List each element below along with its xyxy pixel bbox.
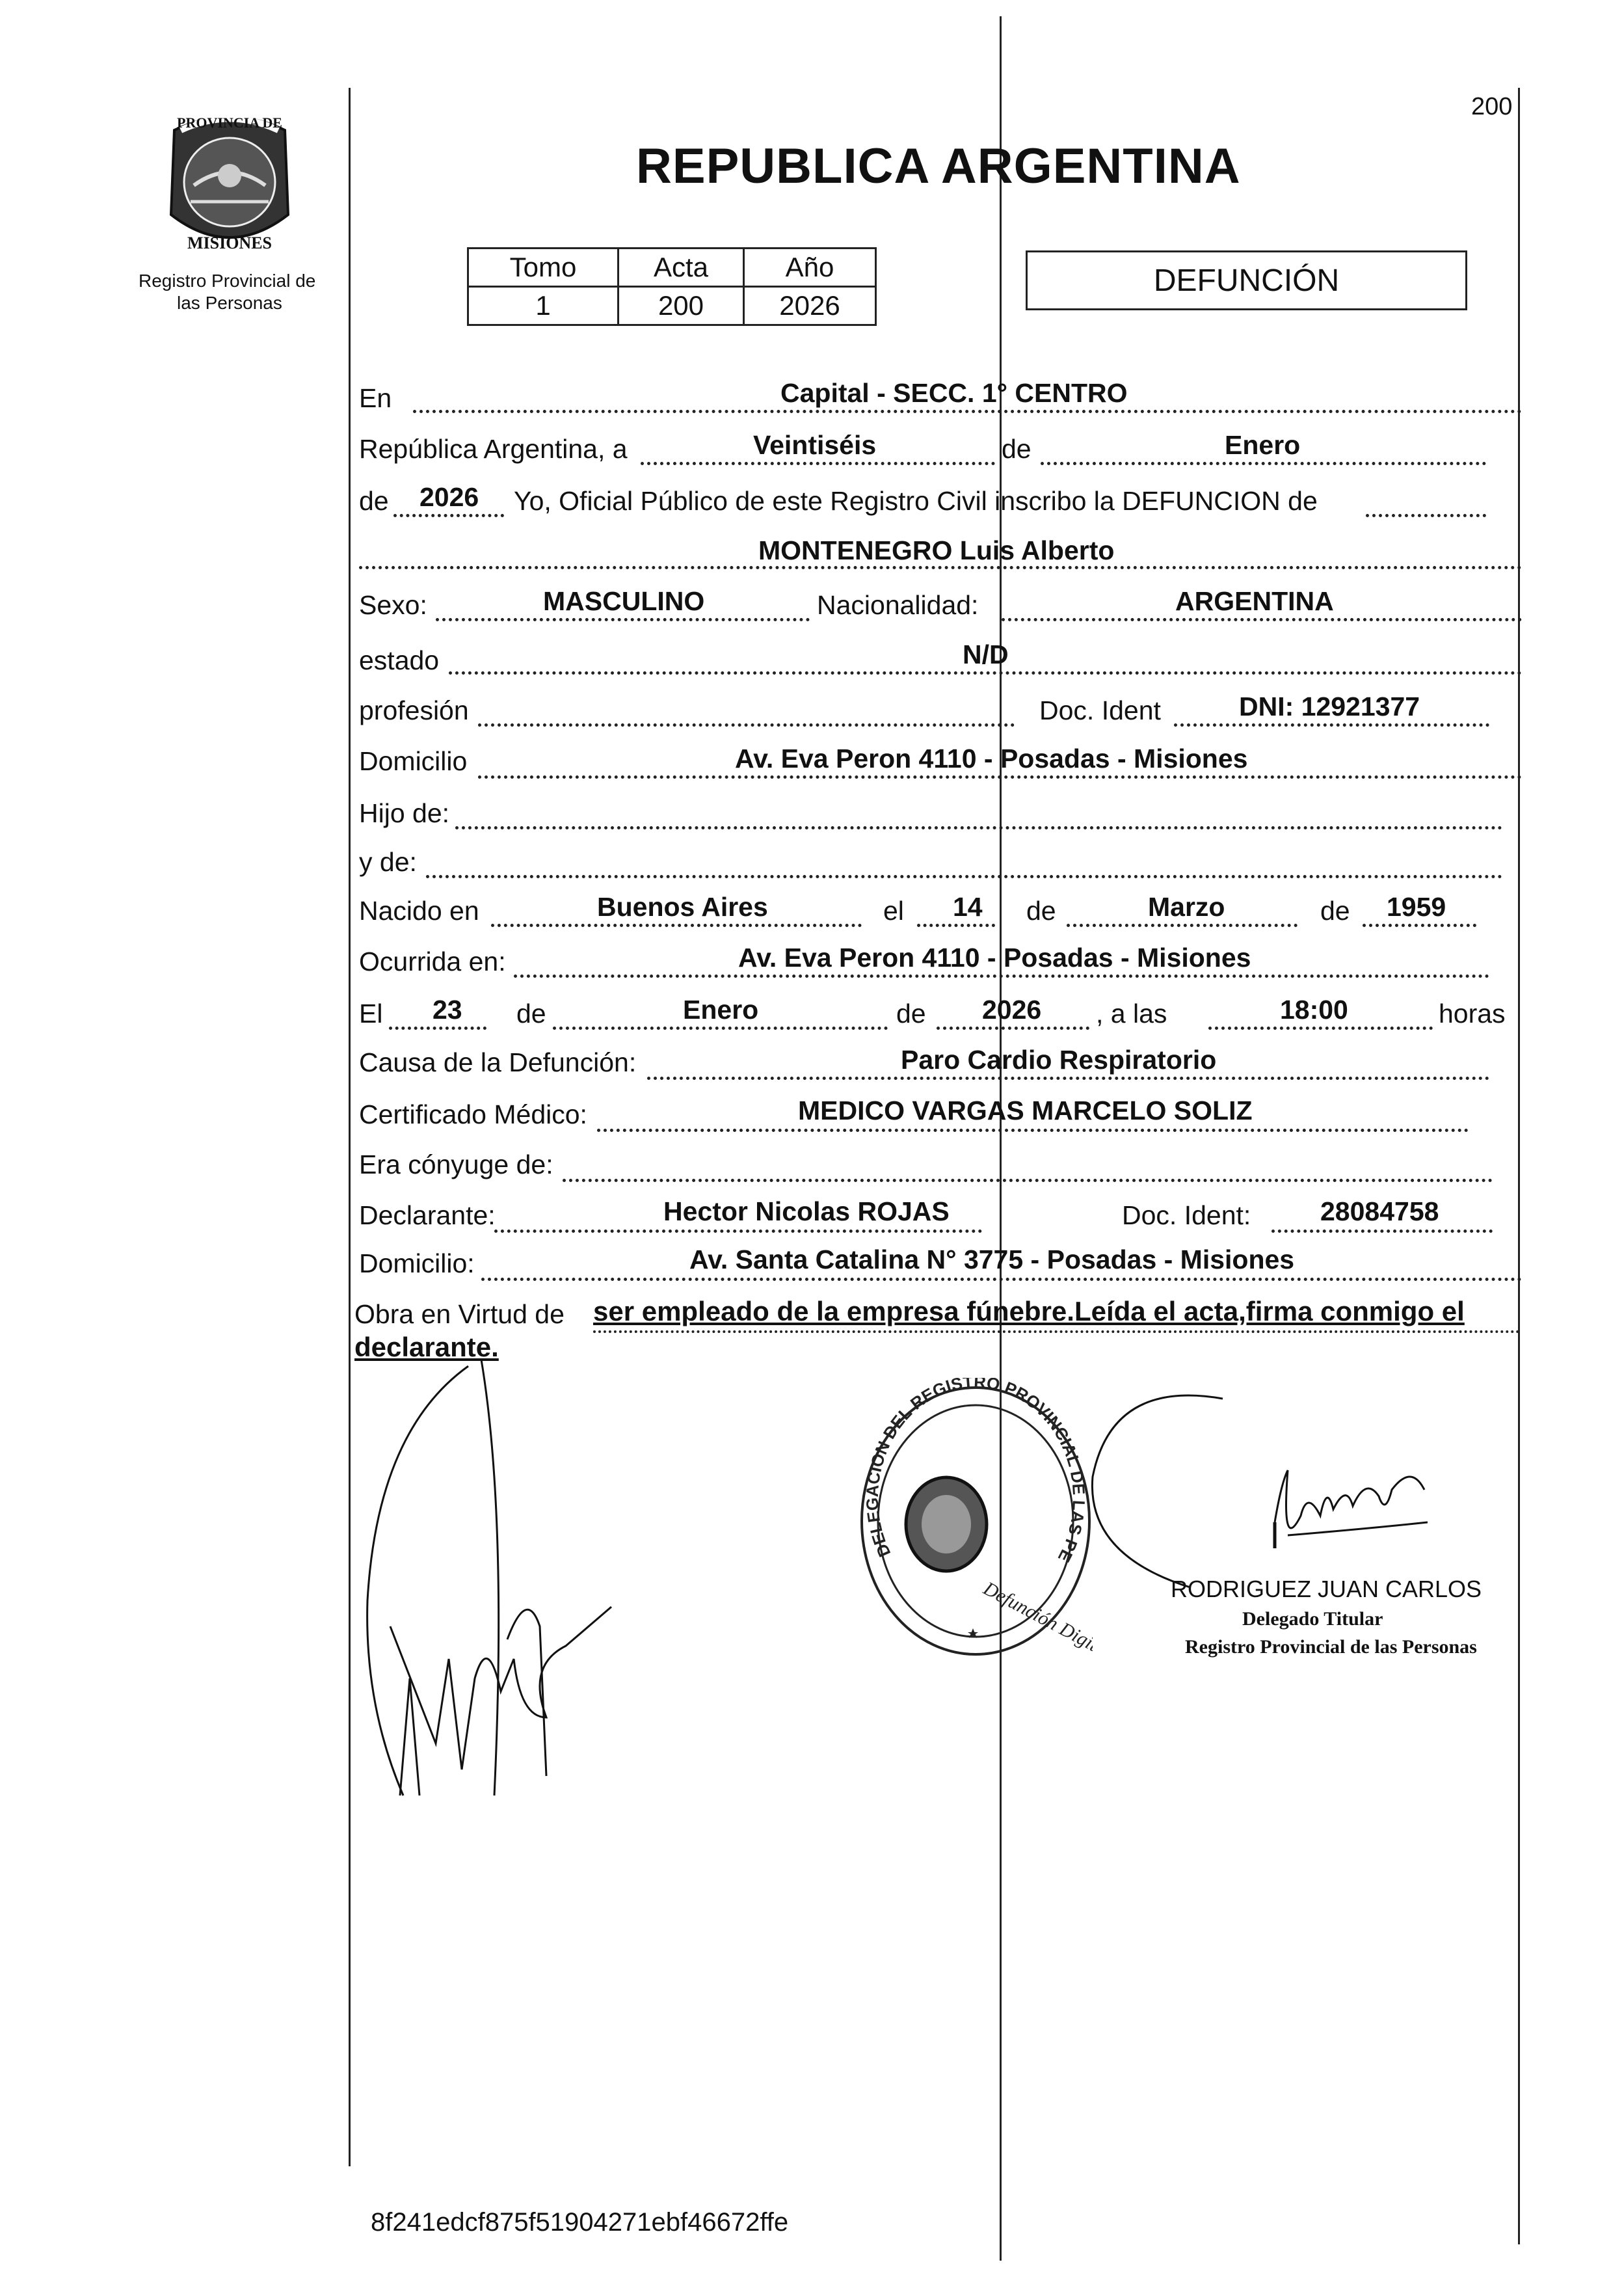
domicilio2-label: Domicilio: [359,1248,475,1278]
month-dotted-line [1041,462,1486,465]
republica-label: República Argentina, a [359,434,628,464]
en-label: En [359,383,392,413]
page-number: 200 [1471,93,1513,120]
causa-dotted-line [647,1077,1489,1080]
declarante-value: Hector Nicolas ROJAS [663,1196,950,1226]
declarante-dotted-line [494,1230,982,1233]
el2-label: El [359,999,383,1029]
document-hash: 8f241edcf875f51904271ebf46672ffe [371,2208,789,2237]
official-name: RODRIGUEZ JUAN CARLOS [1171,1576,1482,1602]
de-label-1: de [1002,434,1032,464]
doc-ident2-dotted-line [1271,1230,1493,1233]
left-border-line [349,88,351,2166]
doc-ident-value: DNI: 12921377 [1239,692,1420,721]
act-type-label: DEFUNCIÓN [1153,263,1340,298]
nacido-label: Nacido en [359,896,479,926]
month-value: Enero [1225,430,1301,460]
a-las-label: , a las [1096,999,1167,1029]
declarant-signature [351,1353,644,1809]
y-de-label: y de: [359,847,417,877]
declarante-label: Declarante: [359,1200,496,1230]
obra-value-line2: declarante. [354,1332,499,1362]
domicilio-value: Av. Eva Peron 4110 - Posadas - Misiones [735,744,1248,773]
table-header-tomo: Tomo [468,249,619,287]
birth-month-value: Marzo [1148,892,1225,922]
certificado-label: Certificado Médico: [359,1099,587,1129]
year-value: 2026 [419,482,479,512]
death-year-dotted-line [937,1027,1089,1030]
hijo-label: Hijo de: [359,798,450,828]
obra-label: Obra en Virtud de [354,1299,565,1329]
causa-label: Causa de la Defunción: [359,1047,637,1077]
conyuge-dotted-line [563,1179,1493,1182]
table-value-tomo: 1 [468,287,619,325]
de-death-label-1: de [516,999,546,1029]
page-title: REPUBLICA ARGENTINA [636,139,1241,194]
death-time-value: 18:00 [1280,995,1348,1025]
sexo-label: Sexo: [359,590,427,620]
official-org: Registro Provincial de las Personas [1185,1636,1477,1658]
doc-ident-label: Doc. Ident [1039,695,1161,725]
estado-label: estado [359,645,440,675]
sexo-dotted-line [436,618,810,621]
doc-ident2-label: Doc. Ident: [1122,1200,1251,1230]
death-time-dotted-line [1208,1027,1433,1030]
el-label: el [883,896,904,926]
org-name-line2: las Personas [177,293,282,313]
ocurrida-dotted-line [514,975,1489,978]
en-value: Capital - SECC. 1° CENTRO [780,378,1128,408]
table-header-row [468,249,876,287]
certificado-dotted-line [597,1129,1469,1132]
logo-text-bottom: MISIONES [187,234,273,252]
sexo-value: MASCULINO [543,586,705,616]
de-birth-label-2: de [1320,896,1350,926]
estado-dotted-line [449,671,1522,675]
nacionalidad-dotted-line [1002,618,1522,621]
name-dotted-line [359,566,1522,569]
deceased-name-value: MONTENEGRO Luis Alberto [758,535,1115,565]
official-signature [1073,1386,1437,1594]
domicilio2-dotted-line [481,1278,1522,1281]
seal-inner-text: Defunción Digital [979,1578,1093,1663]
org-name-line1: Registro Provincial de [139,271,316,291]
certificado-value: MEDICO VARGAS MARCELO SOLIZ [798,1096,1253,1125]
death-month-value: Enero [683,995,759,1025]
causa-value: Paro Cardio Respiratorio [901,1045,1217,1075]
act-type-box [1026,250,1467,310]
death-year-value: 2026 [982,995,1042,1025]
day-word-value: Veintiséis [753,430,877,460]
logo-text-top: PROVINCIA DE [177,114,282,131]
province-coat-of-arms-logo [155,104,304,267]
conyuge-label: Era cónyuge de: [359,1150,553,1179]
estado-value: N/D [963,639,1009,669]
doc-ident-dotted-line [1174,723,1489,727]
year-dotted-line [393,514,504,517]
official-role: Delegado Titular [1242,1608,1383,1630]
scan-fold-line [1000,16,1002,2261]
seal-outer-text: DELEGACION DEL REGISTRO PROVINCIAL DE LAS PE [862,1378,1089,1566]
y-de-dotted-line [426,875,1502,878]
hijo-dotted-line [455,826,1502,829]
death-day-dotted-line [389,1027,486,1030]
death-day-value: 23 [433,995,462,1025]
inscribo-dotted-line [1366,514,1486,517]
table-value-anio: 2026 [744,287,876,325]
nacido-place-dotted-line [491,924,862,927]
birth-year-value: 1959 [1387,892,1446,922]
de-label-2: de [359,486,389,516]
birth-day-value: 14 [953,892,983,922]
horas-label: horas [1439,999,1506,1029]
inscribo-text: Yo, Oficial Público de este Registro Civil inscribo la DEFUNCION de [514,486,1318,516]
table-value-acta: 200 [619,287,744,325]
ocurrida-label: Ocurrida en: [359,947,506,976]
profesion-label: profesión [359,695,469,725]
birth-year-dotted-line [1363,924,1476,927]
nacido-place-value: Buenos Aires [597,892,768,922]
domicilio-dotted-line [478,775,1522,779]
table-header-acta: Acta [619,249,744,287]
de-birth-label-1: de [1026,896,1056,926]
birth-day-dotted-line [917,924,995,927]
nacionalidad-value: ARGENTINA [1175,586,1334,616]
table-row [468,287,876,325]
obra-value-line1: ser empleado de la empresa fúnebre.Leída el acta,firma conmigo el [593,1296,1465,1326]
doc-ident2-value: 28084758 [1320,1196,1439,1226]
day-dotted-line [641,462,995,465]
nacionalidad-label: Nacionalidad: [817,590,979,620]
table-header-anio: Año [744,249,876,287]
tomo-acta-anio-table [467,247,877,326]
ocurrida-value: Av. Eva Peron 4110 - Posadas - Misiones [738,943,1251,973]
domicilio2-value: Av. Santa Catalina N° 3775 - Posadas - Misiones [689,1244,1295,1274]
death-month-dotted-line [553,1027,888,1030]
profesion-dotted-line [478,723,1015,727]
birth-month-dotted-line [1067,924,1298,927]
obra-dotted-line [593,1330,1520,1333]
official-round-seal [845,1378,1093,1664]
domicilio-label: Domicilio [359,746,468,776]
en-dotted-line [413,410,1522,413]
de-death-label-2: de [896,999,926,1029]
